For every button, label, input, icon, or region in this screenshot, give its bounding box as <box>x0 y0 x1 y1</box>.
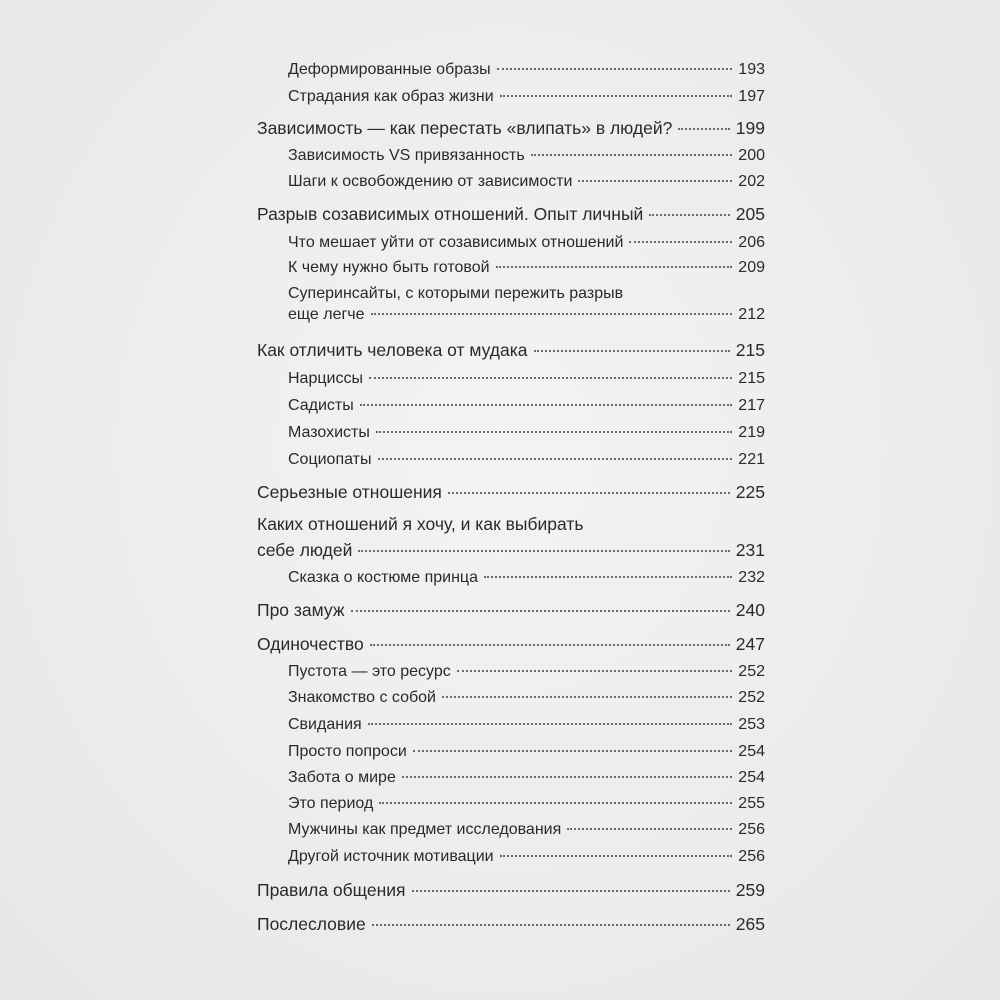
toc-entry-title-line2: себе людей <box>257 540 353 560</box>
toc-entry-title: Деформированные образы <box>288 61 491 78</box>
dot-leader <box>500 855 733 857</box>
toc-entry-title: Серьезные отношения <box>257 482 442 502</box>
dot-leader <box>448 492 730 494</box>
toc-entry-title: К чему нужно быть готовой <box>288 259 490 276</box>
dot-leader <box>402 776 732 778</box>
toc-entry <box>257 634 765 655</box>
toc-entry-page: 215 <box>738 370 765 387</box>
dot-leader <box>378 458 733 460</box>
toc-entry-title: Пустота — это ресурс <box>288 663 451 680</box>
toc-entry-title: Страдания как образ жизни <box>288 88 494 105</box>
toc-entry-title-line1: Каких отношений я хочу, и как выбирать <box>257 514 584 534</box>
toc-entry-page: 259 <box>735 880 765 900</box>
toc-entry <box>288 88 765 106</box>
dot-leader <box>531 154 733 156</box>
toc-entry-title: Нарциссы <box>288 370 363 387</box>
toc-entry-page: 221 <box>738 451 765 468</box>
toc-entry-page: 252 <box>738 663 765 680</box>
toc-entry-page: 217 <box>738 397 765 414</box>
toc-entry <box>288 716 765 734</box>
dot-leader <box>369 377 732 379</box>
toc-entry <box>288 61 765 79</box>
toc-entry <box>257 340 765 361</box>
toc-entry-page: 202 <box>738 173 765 190</box>
toc-entry <box>257 540 765 561</box>
toc-entry <box>288 795 765 813</box>
toc-entry-page: 212 <box>738 306 765 323</box>
dot-leader <box>372 924 730 926</box>
dot-leader <box>678 128 729 130</box>
dot-leader <box>360 404 733 406</box>
dot-leader <box>629 241 732 243</box>
toc-entry-page: 225 <box>735 482 765 502</box>
dot-leader <box>371 313 733 315</box>
toc-entry <box>257 600 765 621</box>
toc-entry-page: 247 <box>735 634 765 654</box>
toc-entry <box>257 118 765 139</box>
toc-entry <box>288 173 765 191</box>
toc-entry-page: 215 <box>735 340 765 360</box>
dot-leader <box>578 180 732 182</box>
toc-entry <box>288 689 765 707</box>
toc-entry <box>288 424 765 442</box>
toc-entry-page: 265 <box>735 914 765 934</box>
toc-entry-page: 255 <box>738 795 765 812</box>
toc-entry-title: Как отличить человека от мудака <box>257 340 528 360</box>
toc-entry-page: 240 <box>735 600 765 620</box>
toc-entry-page: 256 <box>738 821 765 838</box>
toc-entry-title: Про замуж <box>257 600 345 620</box>
toc-entry <box>288 397 765 415</box>
dot-leader <box>358 550 729 552</box>
toc-entry <box>257 914 765 935</box>
toc-entry <box>288 306 765 324</box>
toc-entry-page: 206 <box>738 234 765 251</box>
toc-entry-title: Зависимость — как перестать «влипать» в людей? <box>257 118 673 138</box>
dot-leader <box>534 350 730 352</box>
toc-entry-page: 231 <box>735 540 765 560</box>
dot-leader <box>500 95 733 97</box>
toc-entry-title: Садисты <box>288 397 354 414</box>
toc-entry-page: 252 <box>738 689 765 706</box>
toc-entry-page: 254 <box>738 769 765 786</box>
dot-leader <box>457 670 733 672</box>
dot-leader <box>484 576 732 578</box>
toc-entry <box>257 880 765 901</box>
toc-entry-title: Что мешает уйти от созависимых отношений <box>288 234 624 251</box>
dot-leader <box>649 214 729 216</box>
dot-leader <box>412 890 730 892</box>
toc-entry-title: Сказка о костюме принца <box>288 569 478 586</box>
toc-entry <box>288 663 765 681</box>
toc-entry-title: Это период <box>288 795 374 812</box>
toc-entry <box>288 370 765 388</box>
toc-entry-title: Свидания <box>288 716 362 733</box>
toc-entry <box>288 569 765 587</box>
toc-entry-title: Правила общения <box>257 880 406 900</box>
toc-entry-page: 205 <box>735 204 765 224</box>
toc-entry <box>257 482 765 503</box>
toc-entry-title: Послесловие <box>257 914 366 934</box>
toc-entry <box>288 451 765 469</box>
toc-entry <box>288 743 765 761</box>
toc-entry-title: Просто попроси <box>288 743 407 760</box>
dot-leader <box>351 610 730 612</box>
dot-leader <box>497 68 733 70</box>
dot-leader <box>496 266 733 268</box>
toc-entry-page: 254 <box>738 743 765 760</box>
toc-entry-page: 256 <box>738 848 765 865</box>
dot-leader <box>379 802 732 804</box>
toc-entry <box>288 147 765 165</box>
toc-entry-page: 219 <box>738 424 765 441</box>
dot-leader <box>567 828 732 830</box>
toc-entry-page: 232 <box>738 569 765 586</box>
dot-leader <box>442 696 732 698</box>
toc-entry-title: Знакомство с собой <box>288 689 436 706</box>
toc-entry-page: 200 <box>738 147 765 164</box>
toc-entry <box>257 204 765 225</box>
toc-entry-title: Социопаты <box>288 451 372 468</box>
toc-entry-title: Забота о мире <box>288 769 396 786</box>
toc-entry-title-line2: еще легче <box>288 306 365 323</box>
toc-entry <box>288 259 765 277</box>
toc-entry-title: Шаги к освобождению от зависимости <box>288 173 573 190</box>
toc-entry <box>288 769 765 787</box>
dot-leader <box>370 644 730 646</box>
toc-entry-title: Одиночество <box>257 634 364 654</box>
toc-entry-title: Мужчины как предмет исследования <box>288 821 562 838</box>
toc-entry-title: Разрыв созависимых отношений. Опыт личный <box>257 204 644 224</box>
toc-entry-page: 253 <box>738 716 765 733</box>
dot-leader <box>368 723 733 725</box>
toc-entry <box>288 234 765 252</box>
toc-entry <box>288 848 765 866</box>
toc-entry-page: 193 <box>738 61 765 78</box>
dot-leader <box>376 431 732 433</box>
toc-entry-title: Мазохисты <box>288 424 370 441</box>
toc-entry-title: Другой источник мотивации <box>288 848 494 865</box>
toc-entry <box>288 821 765 839</box>
dot-leader <box>413 750 733 752</box>
toc-entry-page: 197 <box>738 88 765 105</box>
toc-entry-title-line1: Суперинсайты, с которыми пережить разрыв <box>288 285 624 302</box>
toc-entry-title: Зависимость VS привязанность <box>288 147 525 164</box>
toc-entry-page: 209 <box>738 259 765 276</box>
toc-entry-page: 199 <box>735 118 765 138</box>
